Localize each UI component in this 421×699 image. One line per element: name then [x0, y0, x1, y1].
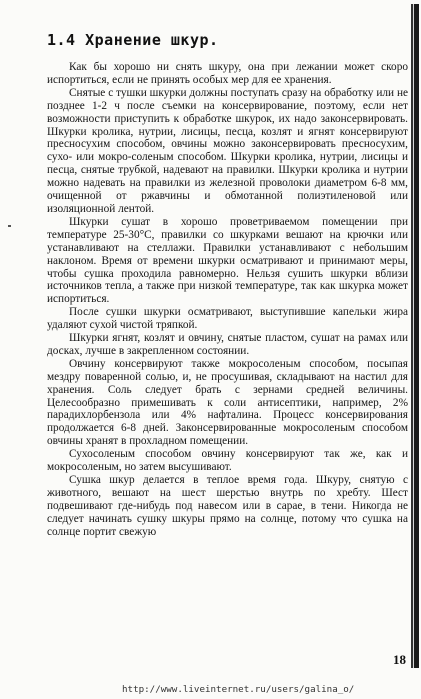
section-title: 1.4 Хранение шкур. [47, 31, 219, 49]
paragraph: Снятые с тушки шкурки должны поступать сразу на обработку или не позднее 1-2 ч после съемки на консервирование, поэтому, если нет возможности приступить к обработке шкурок, их надо законсервировать. Шкурки кролика, нутрии, лисицы, песца, козлят и ягнят консервируют пресносухим способом, овчины можно законсервировать пресносухим, сухо- или мокро-соленым способом. Шкурки кролика, нутрии, лисицы и песца, снятые трубкой, надевают на правилки. Шкурки кролика и нутрии можно надевать на правилки из железной проволоки диаметром 6-8 мм, очищенной от ржавчины и обмотанной полиэтиленовой или изоляционной лентой. [47, 86, 408, 215]
paragraph: Как бы хорошо ни снять шкуру, она при лежании может скоро испортиться, если не принять особых мер для ее хранения. [47, 61, 408, 86]
paragraph: Сухосоленым способом овчину консервируют так же, как и мокросоленым, но затем высушивают. [47, 448, 408, 474]
scan-speck [8, 225, 11, 227]
paragraph: После сушки шкурки осматривают, выступившие капельки жира удаляют сухой чистой тряпкой. [47, 306, 408, 332]
paragraph: Шкурки сушат в хорошо проветриваемом помещении при температуре 25-30°С, правилки со шкурками вешают на крючки или устанавливают на стеллажи. Правилки устанавливают с небольшим наклоном. Время от времени шкурки осматривают и принимают меры, чтобы сушка проходила равномерно. Нельзя сушить шкурки вблизи источников тепла, а также при низкой температуре, так как шкурка может испортиться. [47, 215, 408, 306]
paragraph: Овчину консервируют также мокросоленым способом, посыпая мездру поваренной солью, и, не просушивая, складывают на настил для хранения. Соль следует брать с зернами средней величины. Целесообразно примешивать к соли антисептики, например, 2% парадихлорбензола или 4% нафталина. Процесс консервирования продолжается 6-8 дней. Законсервированные мокросоленым способом овчины хранят в прохладном помещении. [47, 357, 408, 448]
paragraph: Шкурки ягнят, козлят и овчину, снятые пластом, сушат на рамах или досках, лучше в закрепленном состоянии. [47, 332, 408, 357]
paragraph: Сушка шкур делается в теплое время года. Шкуру, снятую с животного, вешают на шест шерстью внутрь по хребту. Шест подвешивают где-нибудь под навесом или в сарае, в тени. Никогда не следует начинать сушку шкуры прямо на солнце, потому что сушка на солнце портит свежую [47, 474, 408, 538]
page-number: 18 [393, 652, 406, 667]
body-text [47, 61, 408, 539]
watermark-url: http://www.liveinternet.ru/users/galina_o/ [122, 684, 355, 695]
binding-edge [411, 4, 419, 668]
